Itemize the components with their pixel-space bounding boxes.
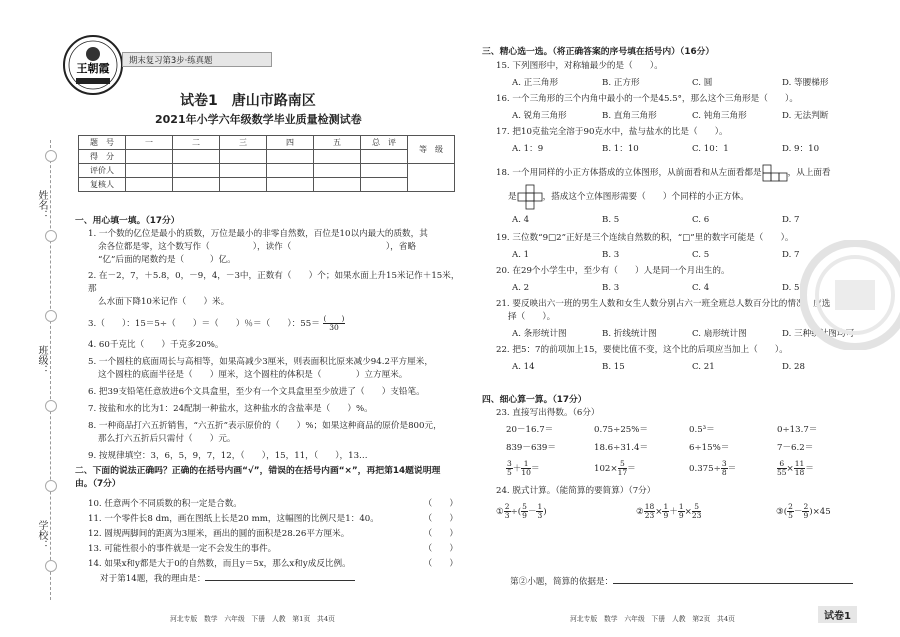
question-3: 3.（ ）：15＝5÷（ ）＝（ ）％＝（ ）：55＝ [88, 319, 320, 329]
score-cell[interactable] [314, 150, 361, 164]
option[interactable]: C. 10：1 [692, 144, 729, 154]
grade-cell[interactable] [408, 164, 455, 192]
option[interactable]: C. 6 [692, 215, 710, 225]
question-18-part: ，搭成这个立体图形需要（ ）个同样的小正方体。 [542, 191, 749, 202]
score-cell[interactable] [220, 164, 267, 178]
section-1-title: 一、用心填一填。（17分） [75, 216, 180, 226]
option[interactable]: D. 无法判断 [782, 111, 829, 121]
question-18-part: ，从上面看 [787, 167, 831, 178]
table-header: 三 [220, 136, 267, 150]
name-label: 姓名： [36, 190, 47, 220]
option[interactable]: C. 21 [692, 362, 715, 372]
page-tag: 试卷1 [818, 606, 857, 623]
score-cell[interactable] [173, 150, 220, 164]
table-row-label: 复核人 [79, 178, 126, 192]
score-cell[interactable] [361, 150, 408, 164]
calc-item: 839－639＝ [506, 443, 556, 453]
option[interactable]: A. 正三角形 [512, 78, 559, 88]
binding-hole [45, 560, 57, 572]
option[interactable]: A. 4 [512, 215, 530, 225]
score-cell[interactable] [126, 150, 173, 164]
table-header: 五 [314, 136, 361, 150]
svg-text:王朝霞: 王朝霞 [76, 62, 110, 75]
question-2-line: 么水面下降10米记作（ ）米。 [98, 297, 230, 307]
calc-item: 20－16.7＝ [506, 425, 554, 435]
option[interactable]: D. 三种统计图均可 [782, 329, 855, 339]
option[interactable]: C. 扇形统计图 [692, 329, 747, 339]
score-cell[interactable] [314, 164, 361, 178]
question-9: 9. 按规律填空：3，6，5，9，7，12，（ ），15，11，（ ），13… [88, 451, 368, 461]
option[interactable]: B. 15 [602, 362, 625, 372]
score-cell[interactable] [361, 164, 408, 178]
judge-item: 11. 一个零件长8 dm，画在图纸上长是20 mm，这幅图的比例尺是1：40。 [88, 514, 379, 524]
option[interactable]: C. 4 [692, 283, 710, 293]
front-view-icon [762, 164, 788, 182]
score-cell[interactable] [220, 178, 267, 192]
option[interactable]: C. 5 [692, 250, 710, 260]
judge-item: 12. 圆规两脚间的距离为3厘米，画出的圆的面积是28.26平方厘米。 [88, 529, 350, 539]
score-cell[interactable] [173, 178, 220, 192]
question-1-line: “亿”后面的尾数约是（ ）亿。 [98, 255, 236, 265]
answer-paren[interactable]: （ ） [423, 544, 458, 554]
score-cell[interactable] [126, 164, 173, 178]
fraction-row: $\frac{3}{5}$ ＋ $\frac{1}{10}$ ＝ 102× $\frac{5}{17}$ ＝ 0.375÷ $\frac{3}{8}$ ＝ $\frac{6}{55}$ × $\frac{11}{18}$ ＝ [507, 459, 814, 477]
option[interactable]: A. 1：9 [512, 144, 544, 154]
binding-line [50, 140, 52, 600]
question-23: 23. 直接写出得数。（6分） [496, 408, 600, 418]
question-5: 5. 一个圆柱的底面周长与高相等，如果高减少3厘米，则表面积比原来减少94.2平方厘米， [88, 357, 433, 367]
reason-field[interactable] [205, 580, 355, 581]
table-header: 二 [173, 136, 220, 150]
question-18-part: 是 [508, 191, 517, 202]
option[interactable]: A. 锐角三角形 [512, 111, 567, 121]
exam-title: 试卷1 唐山市路南区 [180, 93, 316, 109]
section-3-title: 三、精心选一选。（将正确答案的序号填在括号内）（16分） [482, 47, 715, 57]
calc-item: 0.5³＝ [689, 425, 715, 435]
table-row-label: 评价人 [79, 164, 126, 178]
question-22: 22. 把5：7的前项加上15，要使比值不变，这个比的后项应当加上（ ）。 [496, 345, 788, 355]
option[interactable]: B. 正方形 [602, 78, 640, 88]
section-2-title-cont: 由。（7分） [75, 479, 121, 489]
question-5-line: 这个圆柱的底面半径是（ ）厘米，这个圆柱的体积是（ ）立方厘米。 [98, 370, 408, 380]
reason-label: 对于第14题，我的理由是： [100, 574, 206, 584]
banner: 期末复习第3步·练真题 [122, 52, 272, 67]
answer-paren[interactable]: （ ） [423, 529, 458, 539]
question-6: 6. 把39支铅笔任意放进6个文具盒里，至少有一个文具盒里至少放进了（ ）支铅笔。 [88, 387, 425, 397]
question-8: 8. 一种商品打六五折销售，“六五折”表示原价的（ ）%；如果这种商品的原价是800元， [88, 421, 442, 431]
question-20: 20. 在29个小学生中，至少有（ ）人是同一个月出生的。 [496, 266, 730, 276]
question-4: 4. 60千克比（ ）千克多20%。 [88, 340, 224, 350]
option[interactable]: D. 等腰梯形 [782, 78, 829, 88]
table-header: 一 [126, 136, 173, 150]
question-24: 24. 脱式计算。（能简算的要简算）（7分） [496, 486, 656, 496]
calc-item: 0.75÷25%＝ [594, 425, 649, 435]
binding-hole [45, 480, 57, 492]
table-row-label: 得 分 [79, 150, 126, 164]
calc-item: 7－6.2＝ [777, 443, 814, 453]
footer-left: 河北专版 数学 六年级 下册 人教 第1页 共4页 [170, 615, 335, 623]
score-cell[interactable] [267, 164, 314, 178]
option[interactable]: D. 5 [782, 283, 800, 293]
option[interactable]: A. 2 [512, 283, 530, 293]
answer-paren[interactable]: （ ） [423, 559, 458, 569]
question-2: 2. 在－2，7，＋5.8，0，－9，4，－3中，正数有（ ）个；如果水面上升15米记作＋15米，那 [88, 271, 460, 294]
option[interactable]: B. 直角三角形 [602, 111, 657, 121]
section-2-title: 二、下面的说法正确吗？正确的在括号内画“√”，错误的在括号内画“×”，再把第14题说明理 [75, 466, 441, 476]
table-header: 总 评 [361, 136, 408, 150]
score-cell[interactable] [173, 164, 220, 178]
brand-logo [62, 34, 124, 96]
score-cell[interactable] [126, 178, 173, 192]
option[interactable]: B. 1：10 [602, 144, 639, 154]
option[interactable]: A. 14 [512, 362, 535, 372]
table-header: 四 [267, 136, 314, 150]
option[interactable]: D. 28 [782, 362, 805, 372]
question-16: 16. 一个三角形的三个内角中最小的一个是45.5°，那么这个三角形是（ ）。 [496, 94, 798, 104]
score-cell[interactable] [314, 178, 361, 192]
question-17: 17. 把10克盐完全溶于90克水中，盐与盐水的比是（ ）。 [496, 127, 728, 137]
table-header: 等 级 [408, 136, 455, 164]
judge-item: 13. 可能性很小的事件就是一定不会发生的事件。 [88, 544, 277, 554]
option[interactable]: B. 折线统计图 [602, 329, 657, 339]
class-label: 班级： [36, 345, 47, 375]
judge-item: 14. 如果x和y都是大于0的自然数，而且y＝5x，那么x和y成反比例。 [88, 559, 351, 569]
table-header: 题 号 [79, 136, 126, 150]
option[interactable]: D. 9：10 [782, 144, 820, 154]
expression-row: ① $\frac{2}{3}$ ÷( $\frac{5}{9}$ － $\frac{1}{3}$ ) ② $\frac{18}{23}$ × $\frac{1}{9}$ ＋ $\frac{1}{9}$ × $\frac{5}{23}$ ③( $\frac{2}{5}$ － $\frac{2}{9}$ )×45 [496, 502, 831, 520]
exam-subtitle: 2021年小学六年级数学毕业质量检测试卷 [155, 113, 362, 126]
score-cell[interactable] [267, 150, 314, 164]
simplify-basis-field[interactable] [613, 583, 853, 584]
option[interactable]: A. 条形统计图 [512, 329, 567, 339]
binding-hole [45, 310, 57, 322]
option[interactable]: B. 5 [602, 215, 620, 225]
judge-item: 10. 任意两个不同质数的积一定是合数。 [88, 499, 242, 509]
question-8-line: 那么打六五折后只需付（ ）元。 [98, 434, 236, 444]
binding-hole [45, 400, 57, 412]
score-table [78, 135, 455, 192]
option[interactable]: D. 7 [782, 250, 800, 260]
binding-hole [45, 150, 57, 162]
score-cell[interactable] [267, 178, 314, 192]
fraction: $\frac{( )}{30}$ [323, 314, 345, 332]
school-label: 学校： [36, 520, 47, 550]
question-21: 21. 要反映出六一班的男生人数和女生人数分别占六一班全班总人数百分比的情况，应选 [496, 299, 831, 309]
question-15: 15. 下列图形中，对称轴最少的是（ ）。 [496, 61, 663, 71]
option[interactable]: C. 钝角三角形 [692, 111, 747, 121]
calc-item: 18.6÷31.4＝ [594, 443, 649, 453]
footer-right: 河北专版 数学 六年级 下册 人教 第2页 共4页 [570, 615, 735, 623]
question-1: 1. 一个数的亿位是最小的质数，万位是最小的非零自然数，百位是10以内最大的质数，其 [88, 229, 428, 239]
simplify-basis-label: 第②小题，简算的依据是： [510, 577, 614, 587]
section-4-title: 四、细心算一算。（17分） [482, 395, 587, 405]
option[interactable]: D. 7 [782, 215, 800, 225]
answer-paren[interactable]: （ ） [423, 514, 458, 524]
score-cell[interactable] [361, 178, 408, 192]
option[interactable]: C. 圆 [692, 78, 713, 88]
top-view-icon [517, 184, 543, 210]
option[interactable]: A. 1 [512, 250, 530, 260]
option[interactable]: B. 3 [602, 250, 620, 260]
score-cell[interactable] [220, 150, 267, 164]
question-1-line: 余各位都是零，这个数写作（ ），读作（ ），省略 [98, 242, 416, 252]
question-7: 7. 按盐和水的比为1：24配制一种盐水，这种盐水的含盐率是（ ）%。 [88, 404, 373, 414]
watermark-stamp [800, 240, 900, 350]
answer-paren[interactable]: （ ） [423, 499, 458, 509]
calc-item: 0÷13.7＝ [777, 425, 818, 435]
question-18: 18. 一个用同样的小正方体搭成的立体图形，从前面看和从左面看都是 [496, 167, 762, 178]
option[interactable]: B. 3 [602, 283, 620, 293]
calc-item: 6÷15%＝ [689, 443, 730, 453]
binding-hole [45, 230, 57, 242]
question-19: 19. 三位数“9□2”正好是三个连续自然数的积，“□”里的数字可能是（ ）。 [496, 233, 794, 243]
question-21-line: 择（ ）。 [508, 312, 556, 322]
